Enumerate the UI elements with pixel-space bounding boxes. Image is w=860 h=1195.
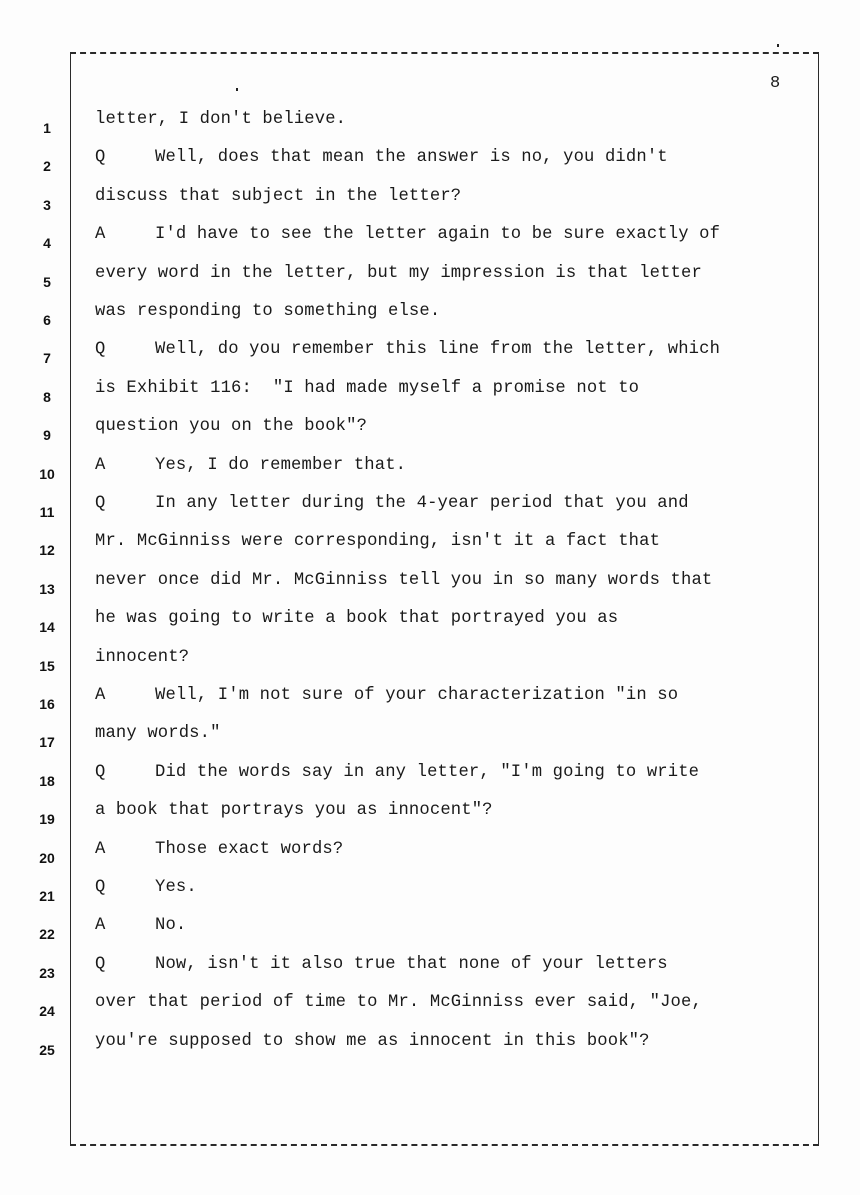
transcript-line [95,878,197,898]
line-number: 5 [43,273,51,290]
line-number: 22 [39,926,55,943]
page-border-frame [70,52,819,1146]
line-text: Those exact words? [155,839,344,859]
speaker-label: Q [95,878,106,897]
speaker-label: A [95,686,106,705]
transcript-line [95,840,343,860]
line-text: he was going to write a book that portrayed you as [95,609,619,629]
line-number: 4 [43,235,51,252]
line-text: Mr. McGinniss were corresponding, isn't it a fact that [95,532,661,552]
speaker-label: Q [95,762,106,782]
line-number: 15 [39,657,55,674]
line-number: 18 [39,772,55,789]
speaker-label: A [95,916,106,936]
transcript-line [95,456,406,476]
line-text: every word in the letter, but my impression is that letter [95,263,702,283]
line-number: 7 [43,350,51,367]
line-text: No. [155,916,187,936]
line-text: was responding to something else. [95,302,441,321]
speaker-label: Q [95,494,106,513]
line-number: 9 [43,427,51,444]
transcript-line [95,724,221,744]
line-text: over that period of time to Mr. McGinniss ever said, "Joe, [95,993,702,1013]
page-number: 8 [770,74,781,93]
line-text: letter, I don't believe. [95,110,347,129]
line-number: 25 [39,1041,55,1058]
transcript-line [95,532,660,552]
scan-speck [777,44,779,47]
speaker-label: A [95,225,106,245]
line-number: 21 [39,888,55,904]
line-text: many words." [95,724,221,744]
line-number: 10 [39,465,55,482]
line-text: a book that portrays you as innocent"? [95,801,493,821]
speaker-label: Q [95,340,106,360]
transcript-line [95,302,440,322]
line-number: 6 [43,312,51,328]
transcript-line [95,340,720,360]
line-text: In any letter during the 4-year period that you and [155,494,689,513]
transcript-line [95,955,668,975]
transcript-line [95,648,189,668]
transcript-line [95,763,699,783]
transcript-line [95,148,668,168]
transcript-line [95,187,461,207]
line-text: Did the words say in any letter, "I'm going to write [155,762,700,782]
transcript-line [95,494,689,514]
line-number: 1 [43,120,51,136]
line-number: 16 [39,696,55,712]
line-text: question you on the book"? [95,417,368,437]
line-text: Well, I'm not sure of your characterization "in so [155,686,679,705]
line-text: Now, isn't it also true that none of your letters [155,954,668,974]
line-text: Yes. [155,878,197,897]
transcript-line [95,609,618,629]
transcript-line [95,571,712,591]
line-number: 11 [39,504,55,520]
transcript-line [95,686,678,706]
transcript-line [95,264,702,284]
line-text: Well, do you remember this line from the letter, which [155,340,721,360]
line-text: is Exhibit 116: "I had made myself a promise not to [95,378,640,398]
line-text: you're supposed to show me as innocent in this book"? [95,1031,650,1051]
line-text: innocent? [95,647,190,667]
line-number: 8 [43,388,51,405]
transcript-line [95,801,493,821]
transcript-line [95,1032,650,1052]
line-text: Well, does that mean the answer is no, you didn't [155,148,668,168]
line-number: 2 [43,158,51,175]
transcript-line [95,916,186,936]
line-number: 14 [39,619,55,636]
line-text: I'd have to see the letter again to be sure exactly of [155,225,721,245]
transcript-line [95,379,639,399]
line-number: 20 [39,849,55,866]
line-text: never once did Mr. McGinniss tell you in so many words that [95,570,713,590]
line-number: 17 [39,734,55,751]
line-number: 13 [39,580,55,597]
scan-speck [236,88,238,91]
speaker-label: Q [95,148,106,168]
line-number: 3 [43,196,51,213]
speaker-label: A [95,839,106,859]
transcript-line [95,993,702,1013]
speaker-label: A [95,455,106,475]
transcript-line [95,225,720,245]
transcript-line [95,417,367,437]
line-text: discuss that subject in the letter? [95,186,462,206]
line-number: 19 [39,811,55,828]
speaker-label: Q [95,954,106,974]
transcript-line [95,110,346,130]
line-text: Yes, I do remember that. [155,455,407,475]
line-number: 12 [39,542,55,559]
line-number: 24 [39,1003,55,1020]
line-number: 23 [39,964,55,981]
